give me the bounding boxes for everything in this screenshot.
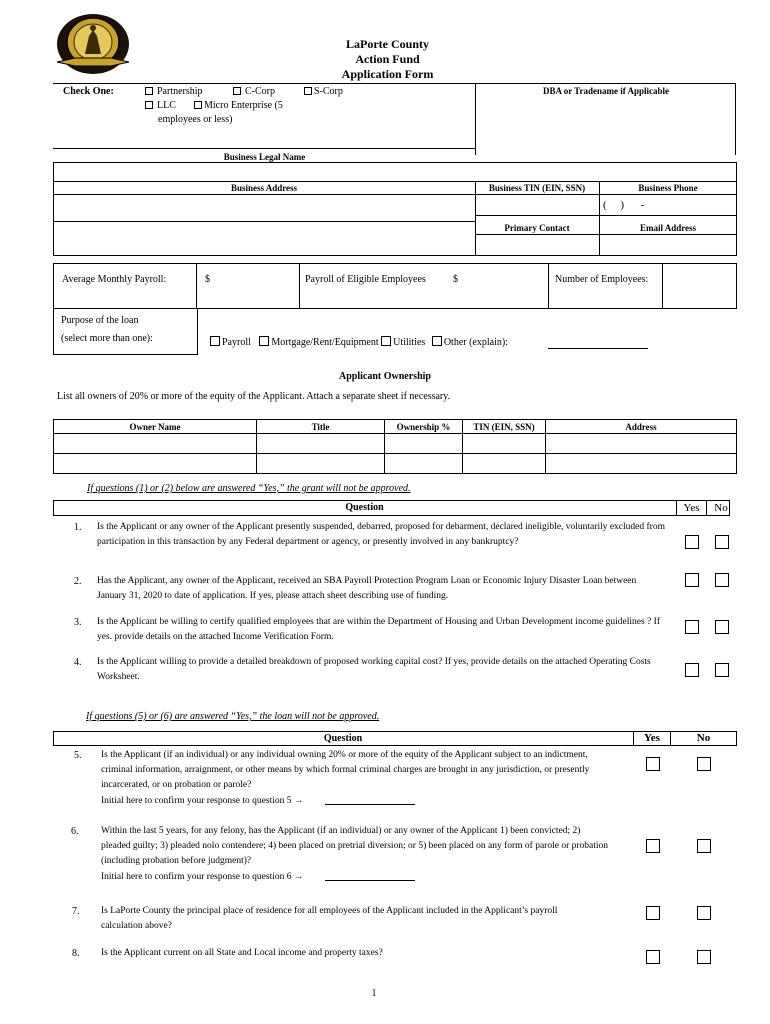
- question-4-text: Is the Applicant willing to provide a detailed breakdown of proposed working capital cost? If yes, provide details on the attached Operating Costs Worksheet.: [97, 657, 651, 682]
- table-row: [54, 434, 737, 454]
- section2-question-header: Question: [323, 733, 363, 744]
- col-tin: TIN (EIN, SSN): [463, 420, 546, 434]
- business-legal-name-field[interactable]: [53, 162, 737, 182]
- eligible-payroll-label: Payroll of Eligible Employees: [305, 274, 426, 285]
- business-phone-label: Business Phone: [638, 183, 698, 193]
- page-number: 1: [371, 988, 377, 999]
- question-5-text: Is the Applicant (if an individual) or any individual owning 20% or more of the equity of the Applicant subject to an indictment, criminal information, arraignment, or other means by which formal criminal charges are brought in any jurisdiction, or presently incarcerated, or on probation or parole?: [101, 750, 590, 790]
- question-7-text: Is LaPorte County the principal place of residence for all employees of the Applicant included in the Applicant’s payroll calculation above?: [101, 906, 558, 931]
- phone-field[interactable]: ( ) -: [603, 199, 645, 211]
- question-7-no-checkbox[interactable]: [697, 906, 711, 920]
- micro-enterprise-label-cont: employees or less): [158, 114, 233, 125]
- question-6-no-checkbox[interactable]: [697, 839, 711, 853]
- col-title: Title: [257, 420, 385, 434]
- question-2-no-checkbox[interactable]: [715, 573, 729, 587]
- option-micro-enterprise[interactable]: Micro Enterprise (5: [194, 100, 283, 111]
- question-6-text: Within the last 5 years, for any felony, has the Applicant (if an individual) or any owner of the Applicant 1) been convicted; 2) pleaded guilty; 3) pleaded nolo contendere; 4) been placed on pretrial diversion; or 5) been placed on any form of parole or probation (including probation before judgment)?: [101, 826, 609, 866]
- owner-name-cell[interactable]: [54, 434, 257, 454]
- question-5-number: 5.: [74, 750, 82, 761]
- question-8-no-checkbox[interactable]: [697, 950, 711, 964]
- title-cell[interactable]: [257, 454, 385, 474]
- question-1-no-checkbox[interactable]: [715, 535, 729, 549]
- purpose-other-option[interactable]: Other (explain):: [432, 337, 508, 348]
- option-c-corp[interactable]: C-Corp: [233, 86, 275, 97]
- question-8-number: 8.: [72, 948, 80, 959]
- section1-no-header: No: [714, 502, 728, 514]
- ownership-pct-cell[interactable]: [385, 434, 463, 454]
- business-legal-name-label: Business Legal Name: [223, 152, 306, 162]
- ownership-instruction: List all owners of 20% or more of the equity of the Applicant. Attach a separate sheet if necessary.: [57, 391, 451, 402]
- email-address-label: Email Address: [639, 223, 697, 233]
- question-7-number: 7.: [72, 906, 80, 917]
- form-title-line1: LaPorte County: [346, 37, 429, 51]
- question-3-yes-checkbox[interactable]: [685, 620, 699, 634]
- primary-contact-label: Primary Contact: [504, 223, 570, 233]
- avg-monthly-payroll-label: Average Monthly Payroll:: [62, 274, 167, 285]
- purpose-mortgage-option[interactable]: Mortgage/Rent/Equipment: [259, 337, 378, 348]
- question-1-number: 1.: [74, 522, 82, 533]
- col-address: Address: [546, 420, 737, 434]
- question-6-yes-checkbox[interactable]: [646, 839, 660, 853]
- question-5-initial: Initial here to confirm your response to question 5 →: [101, 794, 621, 809]
- business-tin-label: Business TIN (EIN, SSN): [488, 183, 586, 193]
- micro-enterprise-checkbox[interactable]: [194, 101, 202, 109]
- question-6-number: 6.: [71, 826, 79, 837]
- mortgage-checkbox[interactable]: [259, 336, 269, 346]
- option-s-corp[interactable]: S-Corp: [304, 86, 343, 97]
- question-4-yes-checkbox[interactable]: [685, 663, 699, 677]
- question-8-yes-checkbox[interactable]: [646, 950, 660, 964]
- purpose-label-line2: (select more than one):: [61, 333, 153, 344]
- question-6-initial: Initial here to confirm your response to question 6 →: [101, 870, 621, 885]
- question-8-text: Is the Applicant current on all State and Local income and property taxes?: [101, 948, 383, 958]
- purpose-options: [210, 336, 508, 348]
- table-row: [54, 454, 737, 474]
- business-address-label: Business Address: [230, 183, 298, 193]
- ownership-table: [53, 419, 737, 474]
- payroll-checkbox[interactable]: [210, 336, 220, 346]
- laporte-county-seal-logo: [55, 12, 131, 76]
- section1-note: If questions (1) or (2) below are answered “Yes,” the grant will not be approved.: [87, 483, 411, 494]
- question-3-text: Is the Applicant be willing to certify qualified employees that are within the Department of Housing and Urban Development income guidelines ? If yes. provide details on the attached Income Verification Form.: [97, 617, 660, 642]
- question-1-text: Is the Applicant or any owner of the Applicant presently suspended, debarred, proposed for debarment, declared ineligible, voluntarily excluded from participation in this transaction by any Federal department or agency, or presently involved in any bankruptcy?: [97, 522, 665, 547]
- question-2-number: 2.: [74, 576, 82, 587]
- number-of-employees-label: Number of Employees:: [555, 274, 649, 285]
- section2-no-header: No: [696, 732, 711, 744]
- option-llc[interactable]: LLC: [145, 100, 176, 111]
- section1-question-header: Question: [345, 502, 384, 513]
- tin-cell[interactable]: [463, 434, 546, 454]
- question-1-yes-checkbox[interactable]: [685, 535, 699, 549]
- question-2-text: Has the Applicant, any owner of the Applicant, received an SBA Payroll Protection Program Loan or Economic Injury Disaster Loan between January 31, 2020 to date of application. If yes, please attach sheet describing use of funding.: [97, 576, 637, 601]
- question-3-number: 3.: [74, 617, 82, 628]
- ownership-heading: Applicant Ownership: [339, 371, 431, 382]
- other-explain-line[interactable]: [548, 348, 648, 349]
- section1-yes-header: Yes: [683, 502, 700, 514]
- form-title-line2: Action Fund: [355, 52, 420, 66]
- question-5-no-checkbox[interactable]: [697, 757, 711, 771]
- option-partnership[interactable]: Partnership: [145, 86, 203, 97]
- question-6-initial-line[interactable]: [325, 870, 415, 881]
- avg-payroll-dollar[interactable]: $: [205, 274, 210, 285]
- question-3-no-checkbox[interactable]: [715, 620, 729, 634]
- col-ownership-pct: Ownership %: [385, 420, 463, 434]
- col-owner-name: Owner Name: [54, 420, 257, 434]
- question-7-yes-checkbox[interactable]: [646, 906, 660, 920]
- purpose-utilities-option[interactable]: Utilities: [381, 337, 425, 348]
- purpose-label-line1: Purpose of the loan: [61, 315, 139, 326]
- ownership-pct-cell[interactable]: [385, 454, 463, 474]
- address-cell[interactable]: [546, 454, 737, 474]
- question-4-number: 4.: [74, 657, 82, 668]
- question-2-yes-checkbox[interactable]: [685, 573, 699, 587]
- purpose-payroll-option[interactable]: Payroll: [210, 337, 251, 348]
- dba-label: DBA or Tradename if Applicable: [542, 86, 669, 96]
- tin-cell[interactable]: [463, 454, 546, 474]
- partnership-checkbox[interactable]: [145, 87, 153, 95]
- owner-name-cell[interactable]: [54, 454, 257, 474]
- question-5-initial-line[interactable]: [325, 794, 415, 805]
- question-5-yes-checkbox[interactable]: [646, 757, 660, 771]
- form-title-line3: Application Form: [341, 67, 434, 81]
- s-corp-checkbox[interactable]: [304, 87, 312, 95]
- address-cell[interactable]: [546, 434, 737, 454]
- utilities-checkbox[interactable]: [381, 336, 391, 346]
- section2-yes-header: Yes: [644, 732, 660, 744]
- check-one-label: Check One:: [63, 86, 114, 97]
- section2-note: If questions (5) or (6) are answered “Yes,” the loan will not be approved.: [86, 711, 380, 722]
- c-corp-checkbox[interactable]: [233, 87, 241, 95]
- other-checkbox[interactable]: [432, 336, 442, 346]
- eligible-payroll-dollar[interactable]: $: [453, 274, 458, 285]
- question-4-no-checkbox[interactable]: [715, 663, 729, 677]
- payroll-row-box: [53, 263, 737, 309]
- llc-checkbox[interactable]: [145, 101, 153, 109]
- title-cell[interactable]: [257, 434, 385, 454]
